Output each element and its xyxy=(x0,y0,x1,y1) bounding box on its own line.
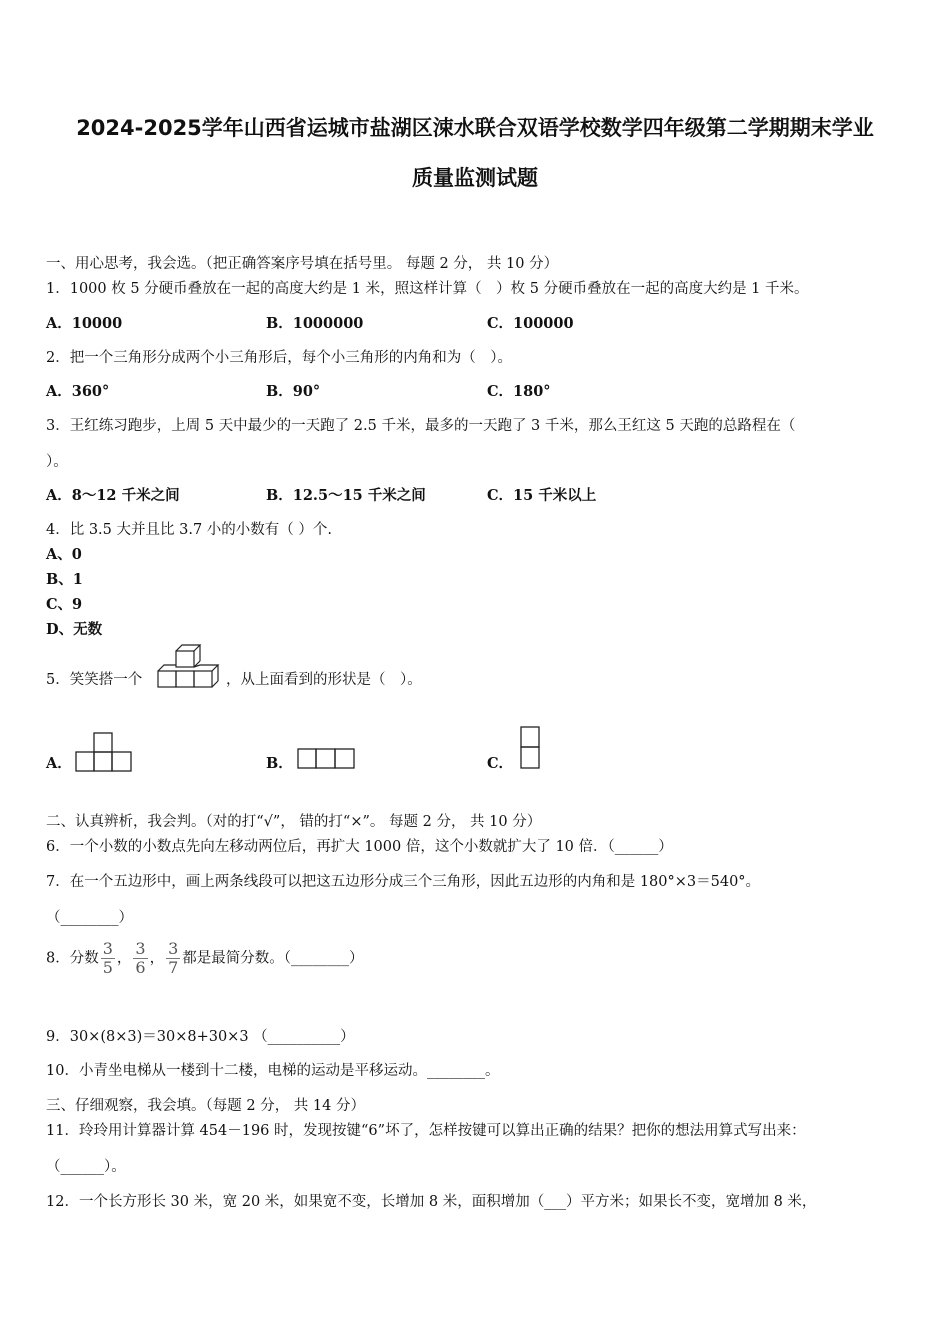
section1-header: 一、用心思考，我会选。（把正确答案序号填在括号里。 每题 2 分， 共 10 分） xyxy=(46,256,559,272)
question-1: 1．1000 枚 5 分硬币叠放在一起的高度大约是 1 米，照这样计算（ ）枚 5 分硬币叠放在一起的高度大约是 1 千米。 xyxy=(46,281,809,297)
question-11-line2: （______）。 xyxy=(46,1159,126,1175)
q4-option-a: A、0 xyxy=(46,546,82,563)
q5-option-c: C． xyxy=(487,755,514,772)
q2-option-c: C．180° xyxy=(487,383,551,400)
document-title-line1: 2024-2025学年山西省运城市盐湖区涑水联合双语学校数学四年级第二学期期末学业 xyxy=(76,116,874,140)
fraction-3-6 xyxy=(133,940,147,977)
fraction-denominator: 5 xyxy=(102,958,113,977)
question-12: 12．一个长方形长 30 米，宽 20 米，如果宽不变，长增加 8 米，面积增加（___）平方米；如果长不变，宽增加 8 米， xyxy=(46,1194,817,1210)
cube-stack-figure xyxy=(154,643,220,691)
question-5-suffix: ，从上面看到的形状是（ ）。 xyxy=(226,672,422,688)
question-5-prefix: 5．笑笑搭一个 xyxy=(46,672,143,688)
question-10: 10．小青坐电梯从一楼到十二楼，电梯的运动是平移运动。________。 xyxy=(46,1063,500,1079)
fraction-numerator: 3 xyxy=(102,939,113,958)
q8-separator: ， xyxy=(116,950,132,967)
q5-shape-a xyxy=(74,730,134,774)
q3-option-b: B．12.5～15 千米之间 xyxy=(266,487,426,504)
question-2: 2．把一个三角形分成两个小三角形后，每个小三角形的内角和为（ ）。 xyxy=(46,350,512,366)
q8-separator: ， xyxy=(149,950,165,967)
q1-option-c: C．100000 xyxy=(487,315,574,332)
document-title-line2: 质量监测试题 xyxy=(412,166,538,190)
q4-option-c: C、9 xyxy=(46,596,83,613)
q3-option-a: A．8～12 千米之间 xyxy=(46,487,180,504)
question-7-line1: 7．在一个五边形中，画上两条线段可以把这五边形分成三个三角形，因此五边形的内角和是 180°×3＝540°。 xyxy=(46,874,761,890)
fraction-denominator: 7 xyxy=(168,958,179,977)
fraction-denominator: 6 xyxy=(135,958,146,977)
section2-header: 二、认真辨析，我会判。（对的打“√”， 错的打“×”。 每题 2 分， 共 10 分） xyxy=(46,814,542,830)
question-11-line1: 11．玲玲用计算器计算 454－196 时，发现按键“6”坏了，怎样按键可以算出正确的结果？把你的想法用算式写出来： xyxy=(46,1123,806,1139)
q4-option-d: D、无数 xyxy=(46,621,103,638)
fraction-3-7 xyxy=(166,940,180,977)
q5-shape-b xyxy=(296,746,358,772)
question-4: 4．比 3.5 大并且比 3.7 小的小数有（ ）个. xyxy=(46,522,332,538)
section3-header: 三、仔细观察，我会填。（每题 2 分， 共 14 分） xyxy=(46,1098,365,1114)
q1-option-a: A．10000 xyxy=(46,315,123,332)
q8-prefix: 8．分数 xyxy=(46,950,99,967)
question-9: 9．30×(8×3)＝30×8+30×3 （__________） xyxy=(46,1029,355,1045)
question-3-line1: 3．王红练习跑步，上周 5 天中最少的一天跑了 2.5 千米，最多的一天跑了 3 千米，那么王红这 5 天跑的总路程在（ xyxy=(46,418,796,434)
q4-option-b: B、1 xyxy=(46,571,83,588)
question-8 xyxy=(46,940,364,977)
fraction-numerator: 3 xyxy=(168,939,179,958)
q8-suffix: 都是最简分数。（________） xyxy=(182,950,364,967)
q2-option-b: B．90° xyxy=(266,383,321,400)
q5-option-b: B． xyxy=(266,755,293,772)
question-6: 6．一个小数的小数点先向左移动两位后，再扩大 1000 倍，这个小数就扩大了 10 倍．（______） xyxy=(46,839,673,855)
question-3-line2: ）。 xyxy=(46,454,68,470)
q2-option-a: A．360° xyxy=(46,383,110,400)
q5-option-a: A． xyxy=(46,755,72,772)
q1-option-b: B．1000000 xyxy=(266,315,364,332)
question-7-line2: （________） xyxy=(46,910,133,926)
q5-shape-c xyxy=(518,724,544,772)
q3-option-c: C．15 千米以上 xyxy=(487,487,597,504)
fraction-numerator: 3 xyxy=(135,939,146,958)
fraction-3-5 xyxy=(101,940,115,977)
